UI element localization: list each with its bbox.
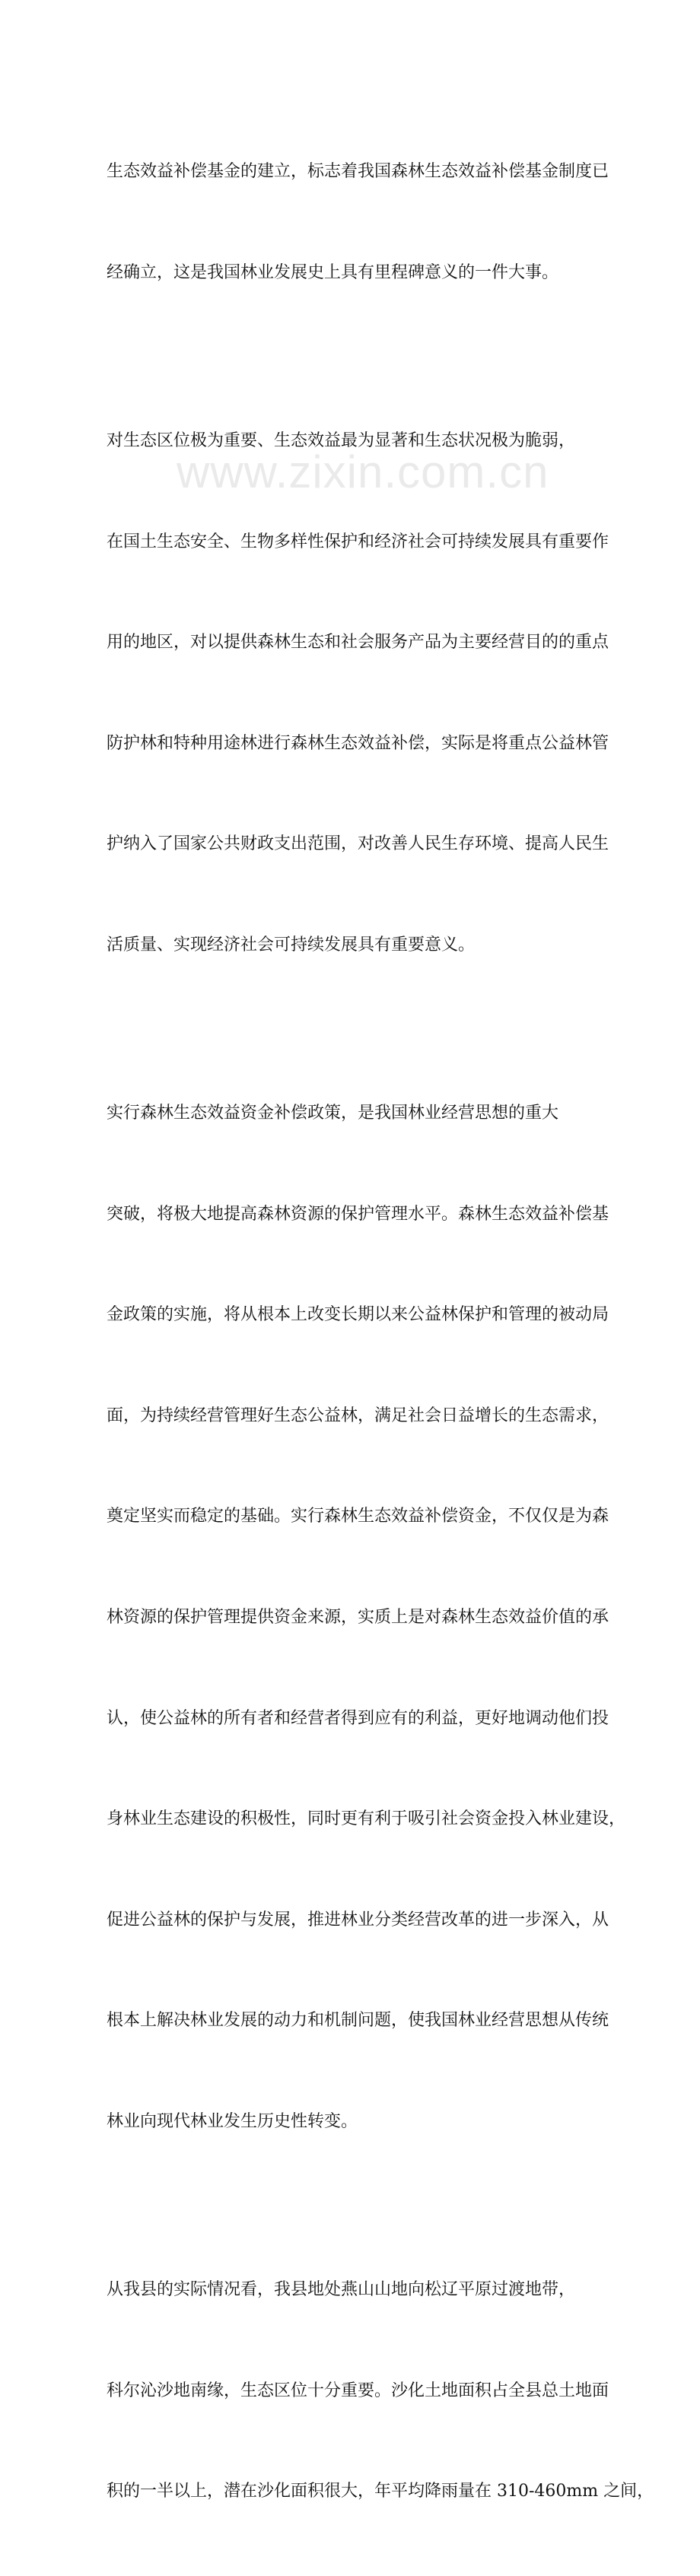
text-line: 林资源的保护管理提供资金来源，实质上是对森林生态效益价值的承 [107,1607,609,1627]
paragraph-2 [107,357,609,1030]
text-line: 根本上解决林业发展的动力和机制问题，使我国林业经营思想从传统 [107,2011,609,2031]
text-line: 突破，将极大地提高森林资源的保护管理水平。森林生态效益补偿基 [107,1204,609,1224]
text-line: 面，为持续经营管理好生态公益林，满足社会日益增长的生态需求， [107,1406,609,1425]
text-line: 实行森林生态效益资金补偿政策，是我国林业经营思想的重大 [107,1103,559,1123]
text-line: 金政策的实施，将从根本上改变长期以来公益林保护和管理的被动局 [107,1305,609,1325]
text-line: 从我县的实际情况看，我县地处燕山山地向松辽平原过渡地带， [107,2279,576,2299]
text-line: 认，使公益林的所有者和经营者得到应有的利益，更好地调动他们投 [107,1708,609,1728]
text-line: 活质量、实现经济社会可持续发展具有重要意义。 [107,935,476,954]
text-line: 护纳入了国家公共财政支出范围，对改善人民生存环境、提高人民生 [107,834,609,854]
text-line: 防护林和特种用途林进行森林生态效益补偿，实际是将重点公益林管 [107,733,609,753]
text-line: 对生态区位极为重要、生态效益最为显著和生态状况极为脆弱， [107,431,576,450]
text-line: 林业向现代林业发生历史性转变。 [107,2111,358,2131]
document-body [107,88,654,2576]
watermark: www.zixin.com.cn [177,446,549,497]
text-line: 科尔沁沙地南缘，生态区位十分重要。沙化土地面积占全县总土地面 [107,2381,609,2400]
text-line: 奠定坚实而稳定的基础。实行森林生态效益补偿资金，不仅仅是为森 [107,1507,609,1526]
text-line: 积的一半以上，潜在沙化面积很大，年平均降雨量在 310-460mm 之间， [107,2482,654,2501]
paragraph-1 [107,88,609,357]
text-line: 生态效益补偿基金的建立，标志着我国森林生态效益补偿基金制度已 [107,162,609,182]
text-line: 用的地区，对以提供森林生态和社会服务产品为主要经营目的的重点 [107,633,609,653]
paragraph-3 [107,1030,626,2206]
text-line: 经确立，这是我国林业发展史上具有里程碑意义的一件大事。 [107,263,559,282]
text-line: 身林业生态建设的积极性，同时更有利于吸引社会资金投入林业建设， [107,1809,626,1829]
paragraph-4 [107,2206,654,2576]
text-line: 在国土生态安全、生物多样性保护和经济社会可持续发展具有重要作 [107,532,609,551]
text-line: 促进公益林的保护与发展，推进林业分类经营改革的进一步深入，从 [107,1910,609,1930]
